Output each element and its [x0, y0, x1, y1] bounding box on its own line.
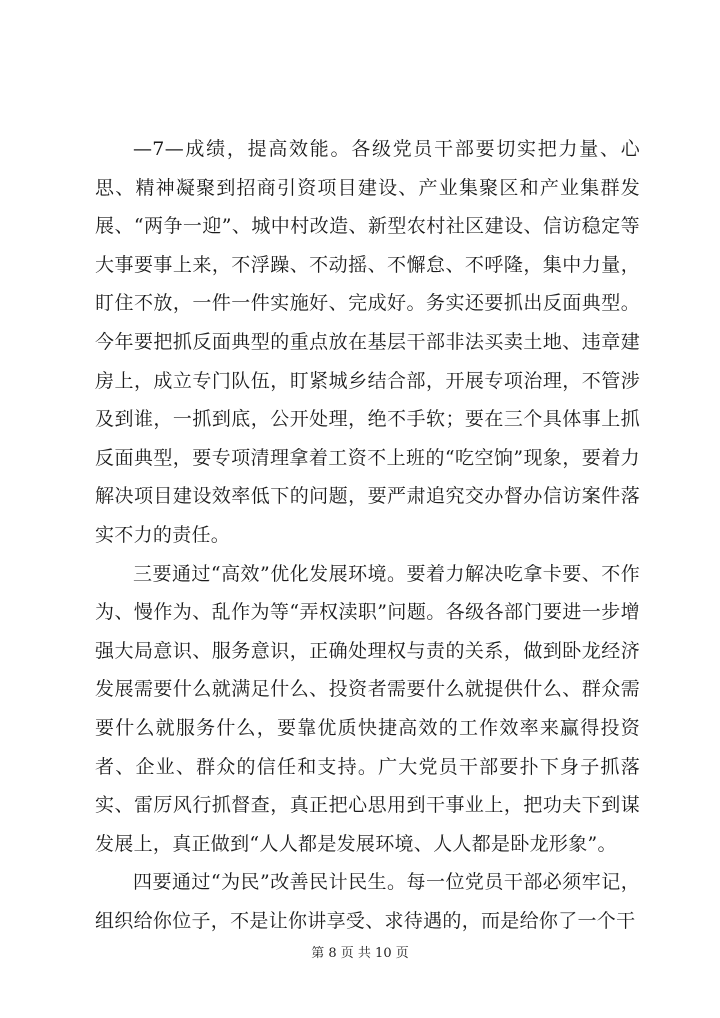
document-body [95, 130, 640, 940]
paragraph: 四要通过“为民”改善民计民生。每一位党员干部必须牢记，组织给你位子，不是让你讲享受、求待遇的，而是给你了一个干 [95, 871, 640, 932]
page-number-footer: 第 8 页 共 10 页 [311, 946, 409, 961]
paragraph: —7—成绩，提高效能。各级党员干部要切实把力量、心思、精神凝聚到招商引资项目建设、产业集聚区和产业集群发展、“两争一迎”、城中村改造、新型农村社区建设、信访稳定等大事要事上来，不浮躁、不动摇、不懈怠、不呼隆，集中力量，盯住不放，一件一件实施好、完成好。务实还要抓出反面典型。今年要把抓反面典型的重点放在基层干部非法买卖土地、违章建房上，成立专门队伍，盯紧城乡结合部，开展专项治理，不管涉及到谁，一抓到底，公开处理，绝不手软；要在三个具体事上抓反面典型，要专项清理拿着工资不上班的“吃空饷”现象，要着力解决项目建设效率低下的问题，要严肃追究交办督办信访案件落实不力的责任。 [95, 138, 640, 546]
paragraph: 三要通过“高效”优化发展环境。要着力解决吃拿卡要、不作为、慢作为、乱作为等“弄权渎职”问题。各级各部门要进一步增强大局意识、服务意识，正确处理权与责的关系，做到卧龙经济发展需要什么就满足什么、投资者需要什么就提供什么、群众需要什么就服务什么，要靠优质快捷高效的工作效率来赢得投资者、企业、群众的信任和支持。广大党员干部要扑下身子抓落实、雷厉风行抓督查，真正把心思用到干事业上，把功夫下到谋发展上，真正做到“人人都是发展环境、人人都是卧龙形象”。 [95, 562, 640, 855]
